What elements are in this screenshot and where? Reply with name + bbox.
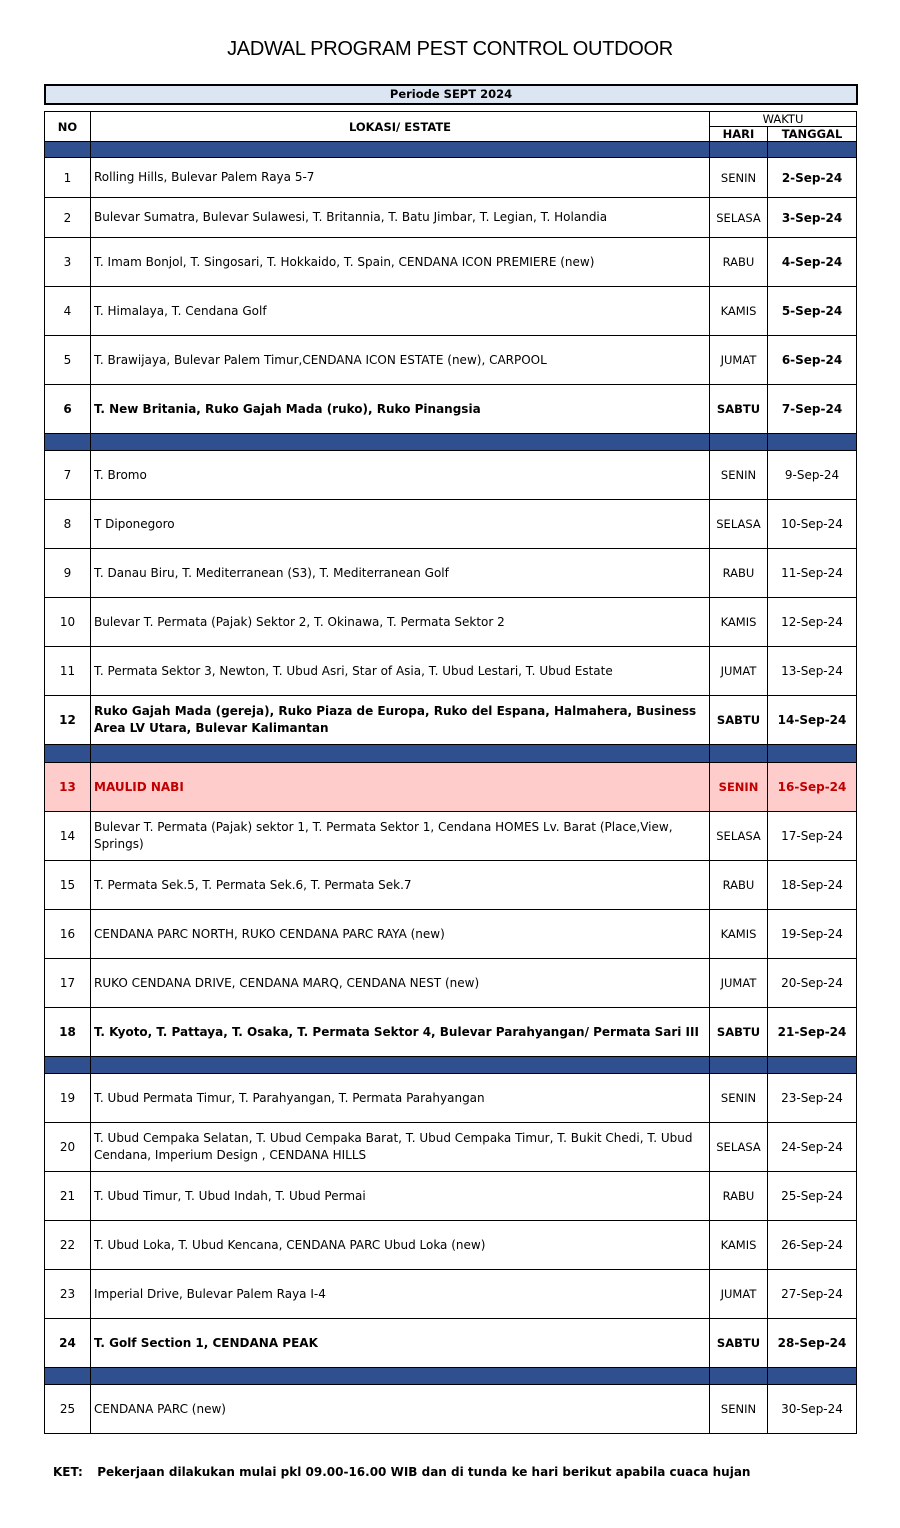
schedule-row [45,198,857,238]
schedule-row [45,696,857,745]
row-hari: SELASA [710,198,768,238]
row-tanggal: 16-Sep-24 [768,763,857,812]
row-no: 18 [45,1008,91,1057]
week-separator [45,434,857,451]
row-hari: JUMAT [710,336,768,385]
row-tanggal: 18-Sep-24 [768,861,857,910]
schedule-row [45,1074,857,1123]
row-hari: SENIN [710,158,768,198]
row-hari: SABTU [710,1008,768,1057]
row-tanggal: 25-Sep-24 [768,1172,857,1221]
row-hari: KAMIS [710,910,768,959]
row-hari: SENIN [710,763,768,812]
row-lokasi: Imperial Drive, Bulevar Palem Raya I-4 [91,1270,710,1319]
row-lokasi: T. Bromo [91,451,710,500]
row-lokasi: T. Permata Sek.5, T. Permata Sek.6, T. Permata Sek.7 [91,861,710,910]
row-tanggal: 5-Sep-24 [768,287,857,336]
row-hari: SENIN [710,451,768,500]
row-hari: SABTU [710,696,768,745]
row-no: 21 [45,1172,91,1221]
row-tanggal: 28-Sep-24 [768,1319,857,1368]
schedule-row [45,1172,857,1221]
row-tanggal: 23-Sep-24 [768,1074,857,1123]
footnote-text: Pekerjaan dilakukan mulai pkl 09.00-16.00 WIB dan di tunda ke hari berikut apabila cuaca hujan [97,1465,751,1479]
row-no: 15 [45,861,91,910]
separator-cell [710,745,768,763]
row-lokasi: T. Brawijaya, Bulevar Palem Timur,CENDANA ICON ESTATE (new), CARPOOL [91,336,710,385]
schedule-row [45,1385,857,1434]
row-tanggal: 26-Sep-24 [768,1221,857,1270]
separator-cell [768,434,857,451]
row-no: 17 [45,959,91,1008]
row-hari: SENIN [710,1385,768,1434]
row-hari: KAMIS [710,287,768,336]
row-tanggal: 11-Sep-24 [768,549,857,598]
row-no: 3 [45,238,91,287]
row-no: 25 [45,1385,91,1434]
separator-cell [768,1368,857,1385]
row-lokasi: T. Permata Sektor 3, Newton, T. Ubud Asri, Star of Asia, T. Ubud Lestari, T. Ubud Estate [91,647,710,696]
row-lokasi: T. Ubud Timur, T. Ubud Indah, T. Ubud Permai [91,1172,710,1221]
row-no: 13 [45,763,91,812]
schedule-row [45,336,857,385]
schedule-row [45,385,857,434]
separator-cell [710,1057,768,1074]
row-lokasi: T. Ubud Cempaka Selatan, T. Ubud Cempaka Barat, T. Ubud Cempaka Timur, T. Bukit Chedi, T. Ubud Cendana, Imperium Design , CENDANA HILLS [91,1123,710,1172]
separator-cell [768,745,857,763]
schedule-row [45,598,857,647]
row-no: 16 [45,910,91,959]
row-hari: SELASA [710,1123,768,1172]
header-no: NO [45,112,91,142]
schedule-row [45,238,857,287]
row-tanggal: 17-Sep-24 [768,812,857,861]
row-tanggal: 12-Sep-24 [768,598,857,647]
week-separator [45,1057,857,1074]
row-tanggal: 9-Sep-24 [768,451,857,500]
row-tanggal: 21-Sep-24 [768,1008,857,1057]
row-no: 22 [45,1221,91,1270]
schedule-row [45,1270,857,1319]
schedule-row [45,812,857,861]
row-tanggal: 13-Sep-24 [768,647,857,696]
row-hari: SABTU [710,1319,768,1368]
row-tanggal: 20-Sep-24 [768,959,857,1008]
header-hari: HARI [710,127,768,142]
schedule-row [45,1123,857,1172]
row-hari: SELASA [710,500,768,549]
row-lokasi: Rolling Hills, Bulevar Palem Raya 5-7 [91,158,710,198]
row-tanggal: 24-Sep-24 [768,1123,857,1172]
row-no: 23 [45,1270,91,1319]
separator-cell [91,1057,710,1074]
row-lokasi: T Diponegoro [91,500,710,549]
separator-cell [45,745,91,763]
row-lokasi: T. New Britania, Ruko Gajah Mada (ruko), Ruko Pinangsia [91,385,710,434]
row-tanggal: 30-Sep-24 [768,1385,857,1434]
week-separator [45,1368,857,1385]
separator-cell [710,1368,768,1385]
row-hari: JUMAT [710,1270,768,1319]
separator-cell [710,434,768,451]
row-lokasi: T. Golf Section 1, CENDANA PEAK [91,1319,710,1368]
row-no: 20 [45,1123,91,1172]
row-no: 5 [45,336,91,385]
footnote [53,1465,750,1479]
header-lokasi: LOKASI/ ESTATE [91,112,710,142]
header-tanggal: TANGGAL [768,127,857,142]
schedule-row [45,959,857,1008]
schedule-row [45,1319,857,1368]
row-lokasi: T. Ubud Loka, T. Ubud Kencana, CENDANA PARC Ubud Loka (new) [91,1221,710,1270]
row-hari: SABTU [710,385,768,434]
separator-cell [91,142,710,158]
schedule-row [45,1008,857,1057]
row-no: 7 [45,451,91,500]
separator-cell [91,434,710,451]
row-lokasi: Bulevar Sumatra, Bulevar Sulawesi, T. Britannia, T. Batu Jimbar, T. Legian, T. Holandia [91,198,710,238]
row-tanggal: 4-Sep-24 [768,238,857,287]
row-lokasi: CENDANA PARC (new) [91,1385,710,1434]
schedule-row [45,763,857,812]
week-separator [45,142,857,158]
row-no: 14 [45,812,91,861]
table-header [45,112,857,142]
row-lokasi: Ruko Gajah Mada (gereja), Ruko Piaza de Europa, Ruko del Espana, Halmahera, Business Area LV Utara, Bulevar Kalimantan [91,696,710,745]
separator-cell [45,142,91,158]
row-lokasi: T. Kyoto, T. Pattaya, T. Osaka, T. Permata Sektor 4, Bulevar Parahyangan/ Permata Sari III [91,1008,710,1057]
row-hari: SENIN [710,1074,768,1123]
separator-cell [91,1368,710,1385]
row-no: 9 [45,549,91,598]
row-hari: SELASA [710,812,768,861]
schedule-row [45,500,857,549]
row-no: 24 [45,1319,91,1368]
row-hari: JUMAT [710,647,768,696]
schedule-row [45,158,857,198]
row-hari: RABU [710,549,768,598]
row-lokasi: Bulevar T. Permata (Pajak) sektor 1, T. Permata Sektor 1, Cendana HOMES Lv. Barat (Place,View, Springs) [91,812,710,861]
row-hari: RABU [710,1172,768,1221]
schedule-row [45,861,857,910]
separator-cell [91,745,710,763]
separator-cell [45,434,91,451]
row-hari: KAMIS [710,598,768,647]
row-no: 12 [45,696,91,745]
row-no: 4 [45,287,91,336]
header-waktu: WAKTU [710,112,857,127]
separator-cell [768,1057,857,1074]
row-hari: JUMAT [710,959,768,1008]
footnote-label: KET: [53,1465,83,1479]
row-lokasi: Bulevar T. Permata (Pajak) Sektor 2, T. Okinawa, T. Permata Sektor 2 [91,598,710,647]
separator-cell [45,1057,91,1074]
row-tanggal: 27-Sep-24 [768,1270,857,1319]
row-hari: RABU [710,861,768,910]
row-no: 19 [45,1074,91,1123]
row-no: 1 [45,158,91,198]
row-no: 10 [45,598,91,647]
separator-cell [710,142,768,158]
row-hari: KAMIS [710,1221,768,1270]
row-hari: RABU [710,238,768,287]
row-tanggal: 3-Sep-24 [768,198,857,238]
separator-cell [768,142,857,158]
week-separator [45,745,857,763]
row-tanggal: 10-Sep-24 [768,500,857,549]
separator-cell [45,1368,91,1385]
row-lokasi: MAULID NABI [91,763,710,812]
schedule-row [45,287,857,336]
row-lokasi: CENDANA PARC NORTH, RUKO CENDANA PARC RAYA (new) [91,910,710,959]
row-tanggal: 19-Sep-24 [768,910,857,959]
row-lokasi: T. Himalaya, T. Cendana Golf [91,287,710,336]
row-tanggal: 2-Sep-24 [768,158,857,198]
schedule-table [44,111,857,1434]
schedule-row [45,647,857,696]
row-no: 2 [45,198,91,238]
row-tanggal: 14-Sep-24 [768,696,857,745]
schedule-row [45,451,857,500]
row-lokasi: T. Imam Bonjol, T. Singosari, T. Hokkaido, T. Spain, CENDANA ICON PREMIERE (new) [91,238,710,287]
row-no: 11 [45,647,91,696]
row-no: 8 [45,500,91,549]
schedule-body [45,142,857,1434]
schedule-row [45,910,857,959]
schedule-row [45,1221,857,1270]
row-lokasi: T. Danau Biru, T. Mediterranean (S3), T. Mediterranean Golf [91,549,710,598]
page-title: JADWAL PROGRAM PEST CONTROL OUTDOOR [227,38,673,60]
row-no: 6 [45,385,91,434]
period-label: Periode SEPT 2024 [44,84,858,105]
row-lokasi: RUKO CENDANA DRIVE, CENDANA MARQ, CENDANA NEST (new) [91,959,710,1008]
schedule-row [45,549,857,598]
row-tanggal: 7-Sep-24 [768,385,857,434]
row-tanggal: 6-Sep-24 [768,336,857,385]
row-lokasi: T. Ubud Permata Timur, T. Parahyangan, T. Permata Parahyangan [91,1074,710,1123]
